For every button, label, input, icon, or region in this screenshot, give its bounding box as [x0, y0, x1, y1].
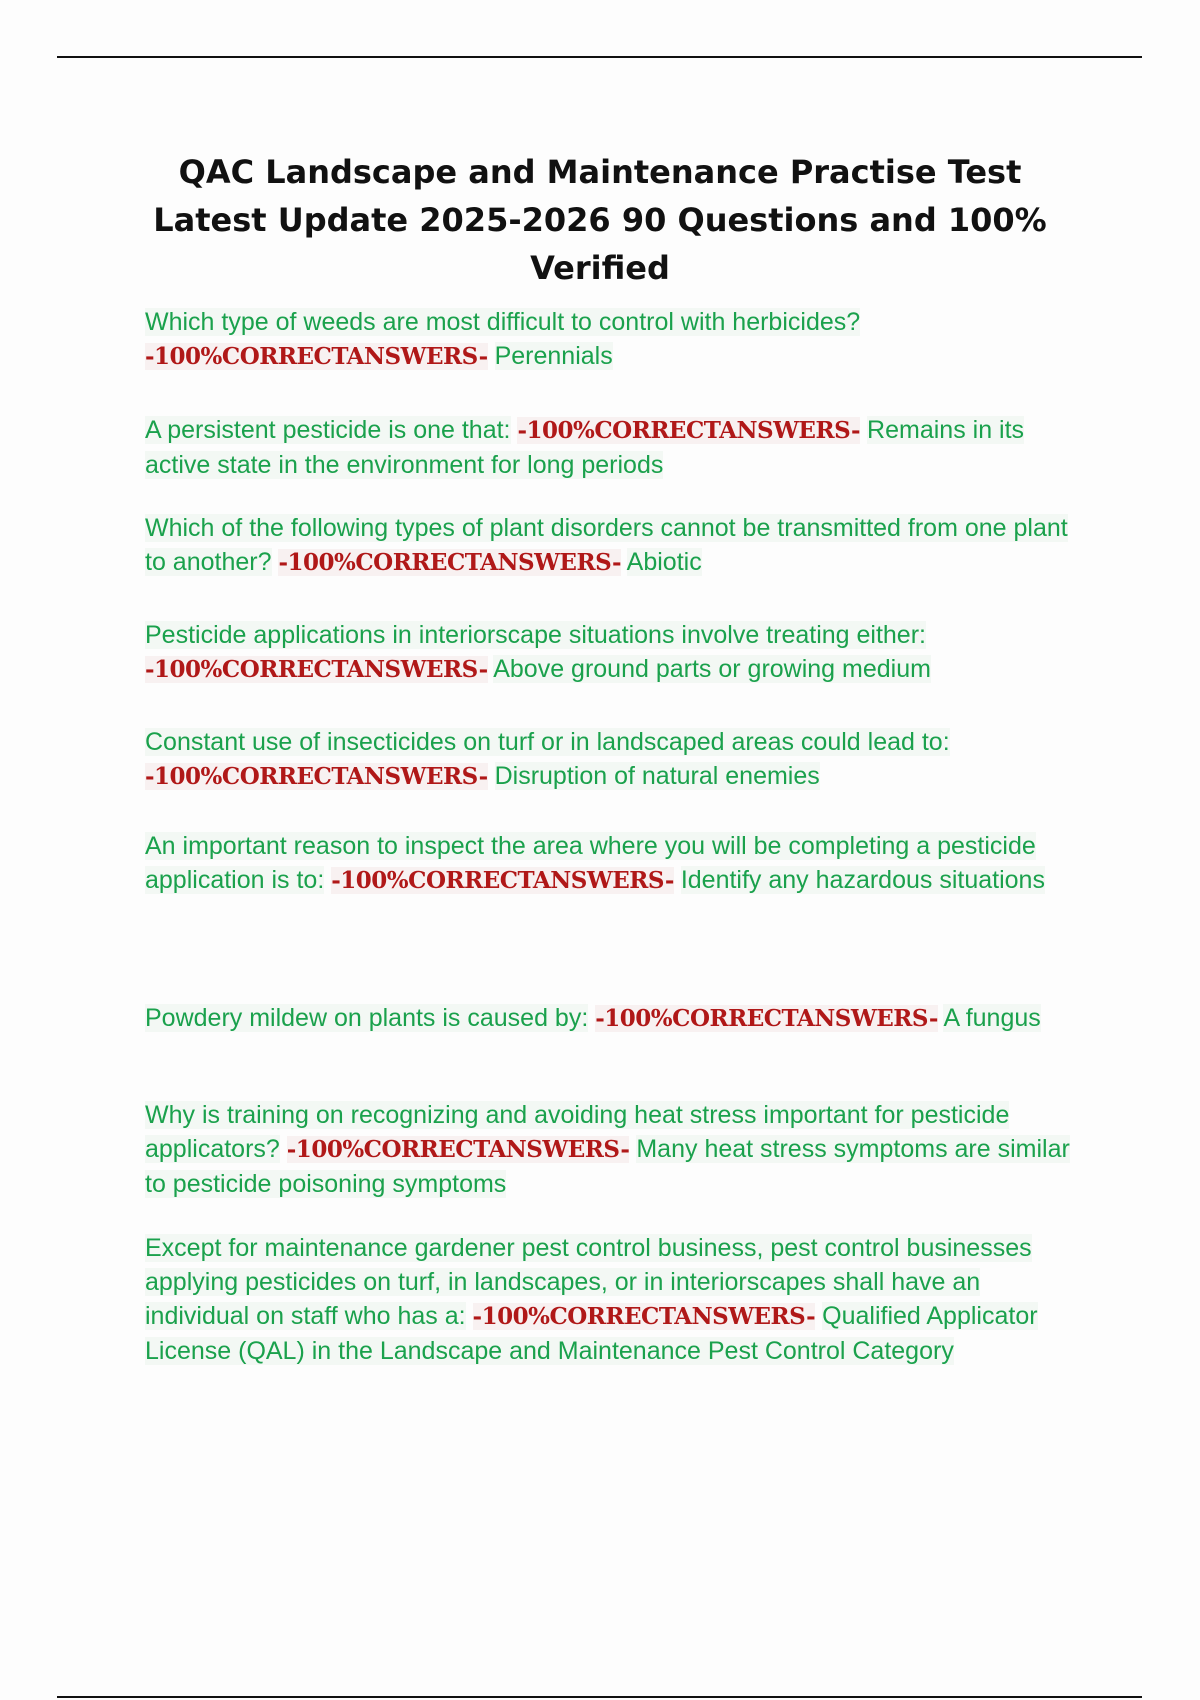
- answer-text: Qualified Applicator License (QAL) in the Landscape and Maintenance Pest Control Category: [145, 1302, 1038, 1365]
- qa-item-9: [145, 1231, 1090, 1368]
- question-text: Except for maintenance gardener pest control business, pest control businesses applying pesticides on turf, in landscapes, or in interiorscapes shall have an individual on staff who has a:: [145, 1234, 1032, 1330]
- bottom-rule: [57, 1696, 1142, 1698]
- answer-marker: -100%CORRECTANSWERS-: [145, 763, 488, 790]
- question-text: A persistent pesticide is one that:: [145, 416, 511, 444]
- qa-item-6: [145, 829, 1090, 898]
- answer-text: A fungus: [943, 1004, 1041, 1032]
- answer-text: Remains in its active state in the environment for long periods: [145, 416, 1025, 479]
- answer-marker: -100%CORRECTANSWERS-: [472, 1303, 816, 1330]
- question-text: Powdery mildew on plants is caused by:: [145, 1004, 589, 1032]
- answer-text: Many heat stress symptoms are similar to pesticide poisoning symptoms: [145, 1135, 1070, 1198]
- answer-marker: -100%CORRECTANSWERS-: [145, 343, 488, 370]
- answer-text: Above ground parts or growing medium: [493, 655, 931, 683]
- document-title: QAC Landscape and Maintenance Practise Test Latest Update 2025-2026 90 Questions and 100% Verified: [153, 153, 1047, 287]
- top-rule: [57, 56, 1142, 58]
- question-text: Why is training on recognizing and avoiding heat stress important for pesticide applicators?: [145, 1101, 1010, 1163]
- answer-marker: -100%CORRECTANSWERS-: [278, 549, 622, 576]
- answer-marker: -100%CORRECTANSWERS-: [286, 1136, 630, 1163]
- question-text: Which type of weeds are most difficult to control with herbicides?: [145, 308, 861, 336]
- question-text: Which of the following types of plant disorders cannot be transmitted from one plant to another?: [145, 514, 1068, 576]
- answer-marker: -100%CORRECTANSWERS-: [517, 417, 861, 444]
- answer-marker: -100%CORRECTANSWERS-: [145, 656, 488, 683]
- answer-text: Abiotic: [626, 548, 702, 576]
- answer-marker: -100%CORRECTANSWERS-: [331, 867, 674, 894]
- qa-item-1: [145, 305, 1090, 374]
- qa-item-3: [145, 511, 1090, 580]
- answer-text: Disruption of natural enemies: [494, 762, 820, 790]
- question-text: An important reason to inspect the area where you will be completing a pesticide application is to:: [145, 832, 1036, 894]
- answer-marker: -100%CORRECTANSWERS-: [595, 1005, 938, 1032]
- qa-item-8: [145, 1098, 1090, 1201]
- question-text: Constant use of insecticides on turf or in landscaped areas could lead to:: [145, 728, 950, 756]
- qa-item-5: [145, 725, 1090, 794]
- answer-text: Identify any hazardous situations: [680, 866, 1045, 894]
- question-text: Pesticide applications in interiorscape situations involve treating either:: [145, 621, 926, 649]
- qa-item-4: [145, 618, 1090, 687]
- answer-text: Perennials: [494, 342, 613, 370]
- qa-item-7: [145, 1001, 1090, 1036]
- qa-item-2: [145, 413, 1090, 482]
